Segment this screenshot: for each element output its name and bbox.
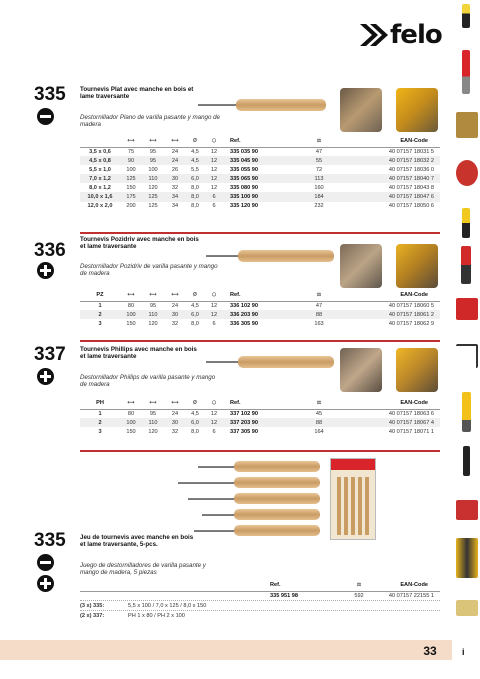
table-row: 3 150 120 32 8,0 6 336 305 90 163 40 07157 18062 9	[98, 320, 434, 327]
col-ean: EAN-Code	[334, 398, 440, 409]
section-divider	[80, 450, 440, 452]
spec-table-set	[80, 580, 440, 600]
col-size: PH	[80, 398, 120, 409]
list-item: (2 x) 337: PH 1 x 80 / PH 2 x 100	[80, 610, 440, 620]
package-icon: ⬡	[211, 400, 217, 407]
slotted-symbol-icon	[37, 108, 54, 125]
col-ref: Ref.	[224, 136, 304, 147]
section-subtitle: Destornillador Pozidriv de varilla pasante y mango de madera	[80, 263, 218, 278]
table-row: 3 150 120 32 8,0 6 337 305 90 164 40 07157 18071 1	[98, 428, 434, 435]
set-title: Jeu de tournevis avec manche en bois et lame traversante, 5-pcs.	[80, 534, 194, 549]
section-subtitle: Destornillador Phillips de varilla pasante y mango de madera	[80, 374, 216, 389]
thumb-ratchet[interactable]	[461, 246, 471, 284]
usage-photo-3	[340, 244, 382, 288]
brand-logo	[358, 20, 448, 52]
spec-table-336	[80, 290, 440, 328]
col-ref: Ref.	[224, 398, 304, 409]
handle-dia-icon: ⟷	[171, 138, 179, 145]
set-contents	[80, 600, 440, 620]
table-row: 1 80 95 24 4,5 12 337 102 90 45 40 07157 18063 6	[98, 410, 434, 417]
thumb-t-handle[interactable]	[456, 298, 478, 320]
table-row: 4,5 x 0,8 90 95 24 4,5 12 335 045 90 55 40 07157 18032 2	[80, 156, 440, 165]
set-packaging-image	[330, 458, 376, 540]
thumb-bit-box[interactable]	[456, 600, 478, 616]
handle-length-icon: ⟷	[149, 292, 157, 299]
phillips-symbol-icon	[37, 575, 54, 592]
section-title: Tournevis Plat avec manche en bois et lame traversante	[80, 86, 194, 101]
usage-photo-1	[340, 88, 382, 132]
spec-table-337	[80, 398, 440, 436]
package-icon: ⬡	[211, 292, 217, 299]
diameter-icon: Ø	[193, 400, 197, 407]
thumb-screwdriver-1[interactable]	[462, 4, 470, 28]
usage-photo-2	[396, 88, 438, 132]
list-item: (3 x) 335: 5,5 x 100 / 7,0 x 125 / 8,0 x 150	[80, 600, 440, 610]
table-row: 2 100 110 30 6,0 12 336 203 90 88 40 07157 18061 2	[80, 310, 440, 319]
weight-icon: ⚖	[316, 292, 322, 299]
thumb-yellow-driver[interactable]	[462, 392, 471, 432]
col-ean: EAN-Code	[334, 136, 440, 147]
table-row: 3,5 x 0,6 75 95 24 4,5 12 335 035 90 47 40 07157 18031 5	[89, 148, 434, 155]
col-ref: Ref.	[264, 580, 344, 591]
diameter-icon: Ø	[193, 138, 197, 145]
section-title: Tournevis Phillips avec manche en bois et lame traversante	[80, 346, 197, 361]
section-divider	[80, 340, 440, 342]
col-size: PZ	[80, 290, 120, 301]
footer-bar	[0, 640, 452, 660]
screwdriver-pozidriv-image	[206, 249, 336, 263]
thumb-precision[interactable]	[462, 208, 470, 238]
handle-length-icon: ⟷	[149, 138, 157, 145]
thumb-pliers[interactable]	[456, 538, 478, 578]
brand-name: felo	[390, 20, 442, 50]
handle-dia-icon: ⟷	[171, 400, 179, 407]
section-number: 335	[34, 84, 66, 105]
length-icon: ⟷	[127, 400, 135, 407]
table-row: 335 951 98 592 40 07157 22155 1	[270, 592, 434, 599]
table-row: 12,0 x 2,0 200 125 34 8,0 6 335 120 90 232 40 07157 18050 6	[87, 203, 434, 210]
length-icon: ⟷	[127, 138, 135, 145]
table-row: 7,0 x 1,2 125 110 30 6,0 12 335 065 90 113 40 07157 18040 7	[80, 174, 440, 183]
section-number: 336	[34, 240, 66, 261]
section-number: 335	[34, 530, 66, 551]
package-icon: ⬡	[211, 138, 217, 145]
page-number: 33	[423, 644, 437, 658]
col-size	[80, 136, 120, 147]
table-row: 5,5 x 1,0 100 100 26 5,5 12 335 055 90 72 40 07157 18036 0	[89, 166, 434, 173]
usage-photo-4	[396, 244, 438, 288]
table-row: 10,0 x 1,6 175 125 34 8,0 6 335 100 90 184 40 07157 18047 6	[80, 192, 440, 201]
handle-dia-icon: ⟷	[171, 292, 179, 299]
weight-icon: ⚖	[316, 400, 322, 407]
col-ean: EAN-Code	[374, 580, 440, 591]
screwdriver-slotted-image	[198, 98, 328, 112]
weight-icon: ⚖	[316, 138, 322, 145]
handle-length-icon: ⟷	[149, 400, 157, 407]
screwdriver-phillips-image	[206, 355, 336, 369]
table-row: 1 80 95 24 4,5 12 336 102 90 47 40 07157 18060 5	[98, 302, 434, 309]
usage-photo-5	[340, 348, 382, 392]
thumb-bit[interactable]	[463, 446, 470, 476]
length-icon: ⟷	[127, 292, 135, 299]
set-screwdrivers-image	[172, 458, 322, 540]
thumb-hex-key[interactable]	[456, 344, 478, 368]
phillips-symbol-icon	[37, 368, 54, 385]
felo-chevron-icon	[358, 22, 388, 48]
spec-table-335	[80, 136, 440, 211]
table-row: 2 100 110 30 6,0 12 337 203 90 88 40 07157 18067 4	[80, 418, 440, 427]
weight-icon: ⚖	[356, 582, 362, 589]
thumb-screwdriver-red[interactable]	[462, 50, 470, 94]
pozidriv-symbol-icon	[37, 262, 54, 279]
section-divider	[80, 232, 440, 234]
thumb-bit-set[interactable]	[456, 112, 478, 138]
usage-photo-6	[396, 348, 438, 392]
col-ean: EAN-Code	[334, 290, 440, 301]
thumb-case[interactable]	[456, 500, 478, 520]
page-marker: i	[462, 647, 465, 657]
section-title: Tournevis Pozidriv avec manche en bois et lame traversante	[80, 236, 199, 251]
section-number: 337	[34, 344, 66, 365]
diameter-icon: Ø	[193, 292, 197, 299]
sidebar-thumbnails	[452, 0, 480, 679]
thumb-tape[interactable]	[456, 160, 478, 186]
table-row: 8,0 x 1,2 150 120 32 8,0 12 335 080 90 160 40 07157 18043 8	[89, 184, 434, 191]
section-subtitle: Destornillador Plano de varilla pasante y mango de madera	[80, 114, 220, 129]
set-subtitle: Juego de destornilladores de varilla pasante y mango de madera, 5 piezas	[80, 562, 206, 577]
col-ref: Ref.	[224, 290, 304, 301]
slotted-symbol-icon	[37, 554, 54, 571]
